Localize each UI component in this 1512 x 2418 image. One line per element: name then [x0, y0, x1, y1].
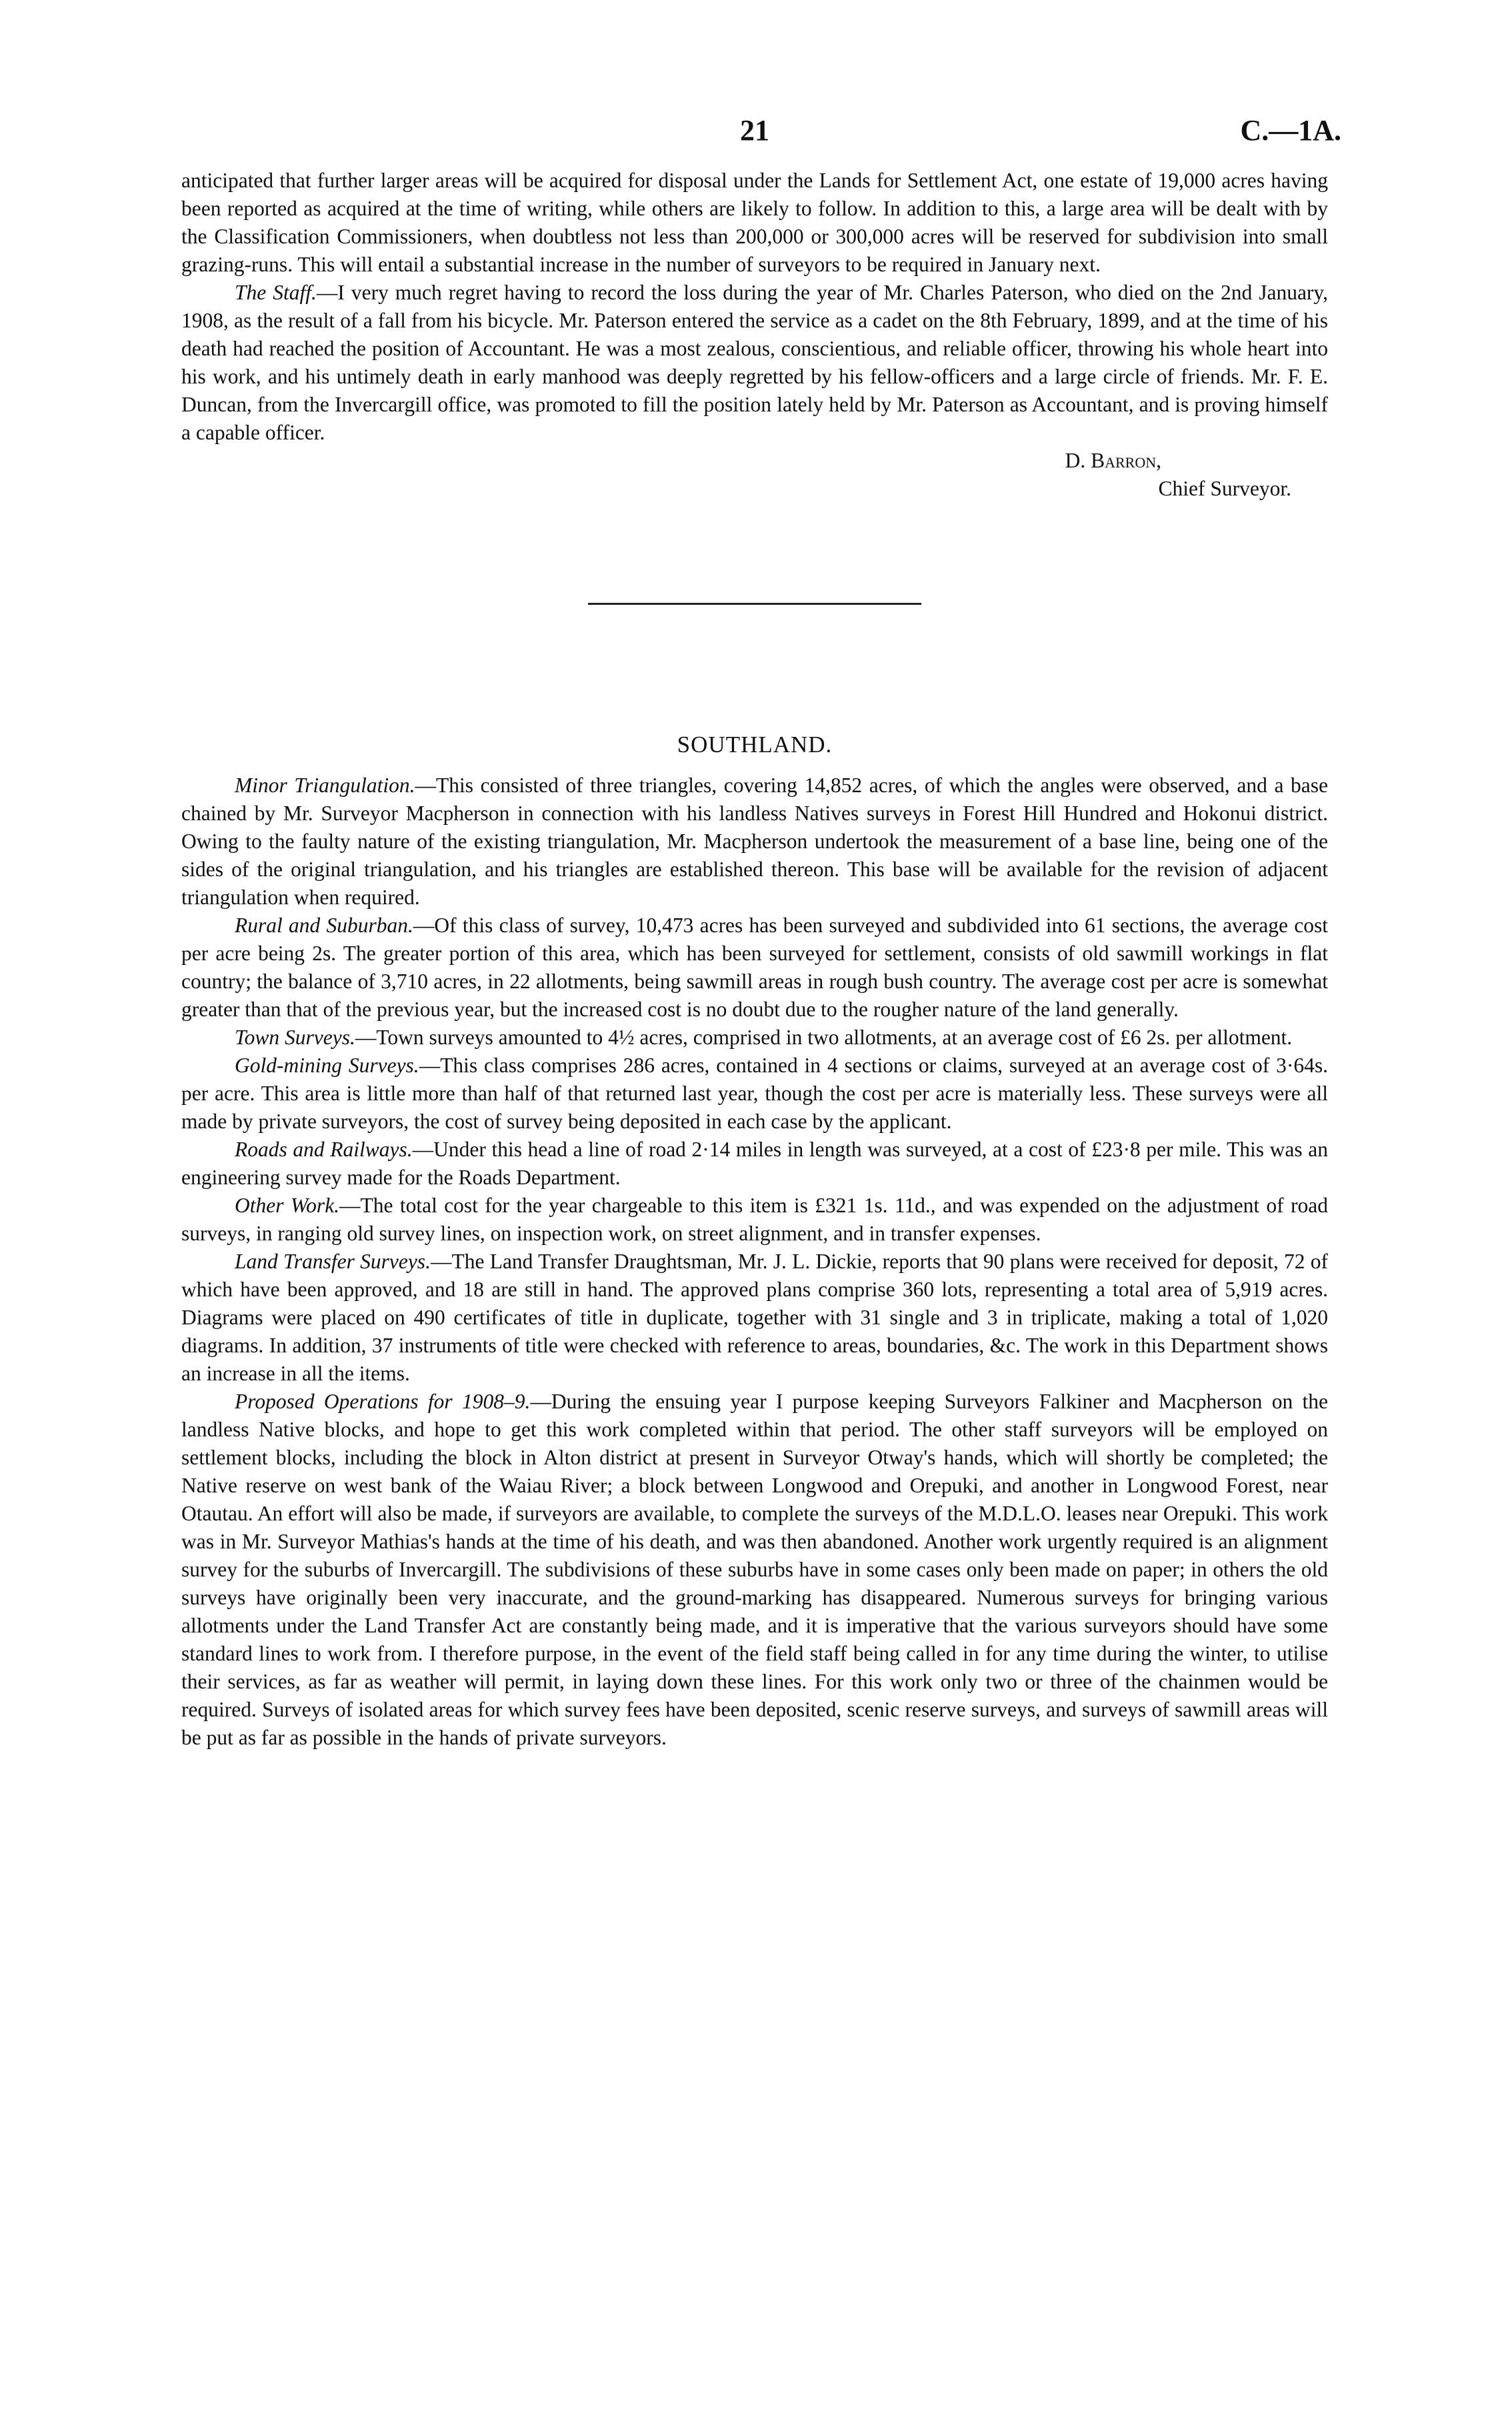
section-paragraph [181, 1388, 1328, 1752]
paragraph-heading: Other Work. [235, 1194, 340, 1217]
paragraph-body: —This consisted of three triangles, covering 14,852 acres, of which the angles were observed, and a base chained by Mr. Surveyor Macpherson in connection with his landless Natives surveys in Forest Hill Hundred and Hokonui district. Owing to the faulty nature of the existing triangulation, Mr. Macpherson undertook the measurement of a base line, being one of the sides of the original triangulation, and his triangles are established thereon. This base will be available for the revision of adjacent triangulation when required. [181, 774, 1329, 909]
paragraph-heading: The Staff. [235, 281, 317, 304]
section-divider [588, 603, 921, 605]
paragraph-body: —Town surveys amounted to 4½ acres, comprised in two allotments, at an average cost of £6 2s. per allotment. [355, 1026, 1293, 1049]
page-number: 21 [740, 114, 769, 147]
signature-name: D. Barron, [1065, 449, 1161, 472]
paragraph-body: —This class comprises 286 acres, contained in 4 sections or claims, surveyed at an average cost of 3·64s. per acre. This area is little more than half of that returned last year, though the cost per acre is materially less. These surveys were all made by private surveyors, the cost of survey being deposited in each case by the applicant. [181, 1054, 1328, 1133]
paragraph-body: —The Land Transfer Draughtsman, Mr. J. L. Dickie, reports that 90 plans were received for deposit, 72 of which have been approved, and 18 are still in hand. The approved plans comprise 360 lots, representing a total area of 5,919 acres. Diagrams were placed on 490 certificates of title in duplicate, together with 31 single and 3 in triplicate, making a total of 1,020 diagrams. In addition, 37 instruments of title were checked with reference to areas, boundaries, &c. The work in this Department shows an increase in all the items. [181, 1250, 1328, 1385]
paragraph-heading: Rural and Suburban. [235, 914, 413, 937]
paragraph-heading: Gold-mining Surveys. [235, 1054, 419, 1077]
section-title: SOUTHLAND. [677, 732, 833, 758]
paragraph-body: —The total cost for the year chargeable to this item is £321 1s. 11d., and was expended on the adjustment of road surveys, in ranging old survey lines, on inspection work, on street alignment, and in transfer expenses. [181, 1194, 1328, 1245]
paragraph-body: —During the ensuing year I purpose keeping Surveyors Falkiner and Macpherson on the landless Native blocks, and hope to get this work completed within that period. The other staff surveyors will be employed on settlement blocks, including the block in Alton district at present in Surveyor Otway's hands, which will shortly be completed; the Native reserve on west bank of the Waiau River; a block between Longwood and Orepuki, and another in Longwood Forest, near Otautau. An effort will also be made, if surveyors are available, to complete the surveys of the M.D.L.O. leases near Orepuki. This work was in Mr. Surveyor Mathias's hands at the time of his death, and was then abandoned. Another work urgently required is an alignment survey for the suburbs of Invercargill. The subdivisions of these suburbs have in some cases only been made on paper; in others the old surveys have originally been very inaccurate, and the ground-marking has disappeared. Numerous surveys for bringing various allotments under the Land Transfer Act are constantly being made, and it is imperative that the various surveyors should have some standard lines to work from. I therefore purpose, in the event of the field staff being called in for any time during the winter, to utilise their services, as far as weather will permit, in laying down these lines. For this work only two or three of the chainmen would be required. Surveys of isolated areas for which survey fees have been deposited, scenic reserve surveys, and surveys of sawmill areas will be put as far as possible in the hands of private surveyors. [181, 1390, 1328, 1749]
staff-paragraph [181, 279, 1328, 447]
section-paragraph [181, 1136, 1328, 1192]
page-header [181, 113, 1341, 167]
continuation-paragraph: anticipated that further larger areas will be acquired for disposal under the Lands for Settlement Act, one estate of 19,000 acres having been reported as acquired at the time of writing, while others are likely to follow. In addition to this, a large area will be dealt with by the Classification Commissioners, when doubtless not less than 200,000 or 300,000 acres will be reserved for subdivision into small grazing-runs. This will entail a substantial increase in the number of surveyors to be required in January next. [181, 169, 1328, 276]
paragraph-heading: Proposed Operations for 1908–9. [235, 1390, 531, 1413]
signature-role: Chief Surveyor. [1158, 477, 1291, 500]
paragraph-body: —I very much regret having to record the loss during the year of Mr. Charles Paterson, who died on the 2nd January, 1908, as the result of a fall from his bicycle. Mr. Paterson entered the service as a cadet on the 8th February, 1899, and at the time of his death had reached the position of Accountant. He was a most zealous, conscientious, and reliable officer, throwing his whole heart into his work, and his untimely death in early manhood was deeply regretted by his fellow-officers and a large circle of friends. Mr. F. E. Duncan, from the Invercargill office, was promoted to fill the position lately held by Mr. Paterson as Accountant, and is proving himself a capable officer. [181, 281, 1328, 444]
paragraph-body: —Of this class of survey, 10,473 acres has been surveyed and subdivided into 61 sections, the average cost per acre being 2s. The greater portion of this area, which has been surveyed for settlement, consists of old sawmill workings in flat country; the balance of 3,710 acres, in 22 allotments, being sawmill areas in rough bush country. The average cost per acre is somewhat greater than that of the previous year, but the increased cost is no doubt due to the rougher nature of the land generally. [181, 914, 1329, 1021]
paragraph-heading: Roads and Railways. [235, 1138, 413, 1161]
section-paragraph [181, 1024, 1328, 1052]
section-paragraph [181, 912, 1328, 1024]
paragraph-heading: Land Transfer Surveys. [235, 1250, 431, 1273]
section-paragraph [181, 1052, 1328, 1136]
page [181, 113, 1341, 1752]
document-series-code: C.—1A. [1240, 114, 1341, 147]
section-paragraph [181, 772, 1328, 912]
section-paragraph [181, 1192, 1328, 1248]
section-paragraph [181, 1248, 1328, 1388]
paragraph-heading: Minor Triangulation. [235, 774, 415, 797]
paragraph-heading: Town Surveys. [235, 1026, 355, 1049]
paragraph-body: —Under this head a line of road 2·14 miles in length was surveyed, at a cost of £23·8 per mile. This was an engineering survey made for the Roads Department. [181, 1138, 1328, 1189]
